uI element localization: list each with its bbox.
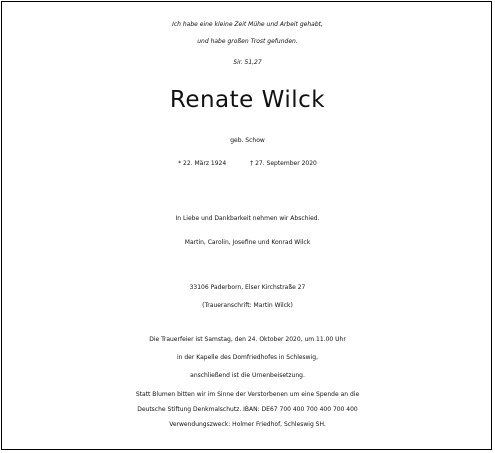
farewell-text: In Liebe und Dankbarkeit nehmen wir Abschied. [175,215,320,222]
birth-name: geb. Schow [230,137,265,144]
donation-line-2: Deutsche Stiftung Denkmalschutz. IBAN: DE67 700 400 700 400 700 400 [137,406,358,413]
life-dates [0,160,495,167]
mourners: Martin, Carolin, Josefine und Konrad Wilck [184,239,311,246]
deceased-name: Renate Wilck [169,87,326,113]
mourning-address: (Traueranschrift: Martin Wilck) [202,302,293,309]
donation-line-1: Statt Blumen bitten wir im Sinne der Verstorbenen um eine Spende an die [135,391,360,398]
motto-line-1: Ich habe eine kleine Zeit Mühe und Arbeit gehabt, [172,21,323,28]
motto-source: Sir. 51,27 [233,59,262,66]
ceremony-line-2: in der Kapelle des Domfriedhofes in Schleswig, [177,354,318,361]
motto-line-2: und habe großen Trost gefunden. [197,38,298,45]
donation-line-3: Verwendungszweck: Holmer Friedhof, Schleswig SH. [169,421,326,428]
ceremony-line-3: anschließend ist die Urnenbeisetzung. [190,372,305,379]
address-line: 33106 Paderborn, Elser Kirchstraße 27 [189,284,306,291]
obituary-frame [1,1,492,450]
ceremony-line-1: Die Trauerfeier ist Samstag, den 24. Oktober 2020, um 11.00 Uhr [149,336,346,343]
birth-date: * 22. März 1924 [178,160,227,167]
death-date: † 27. September 2020 [250,160,317,167]
